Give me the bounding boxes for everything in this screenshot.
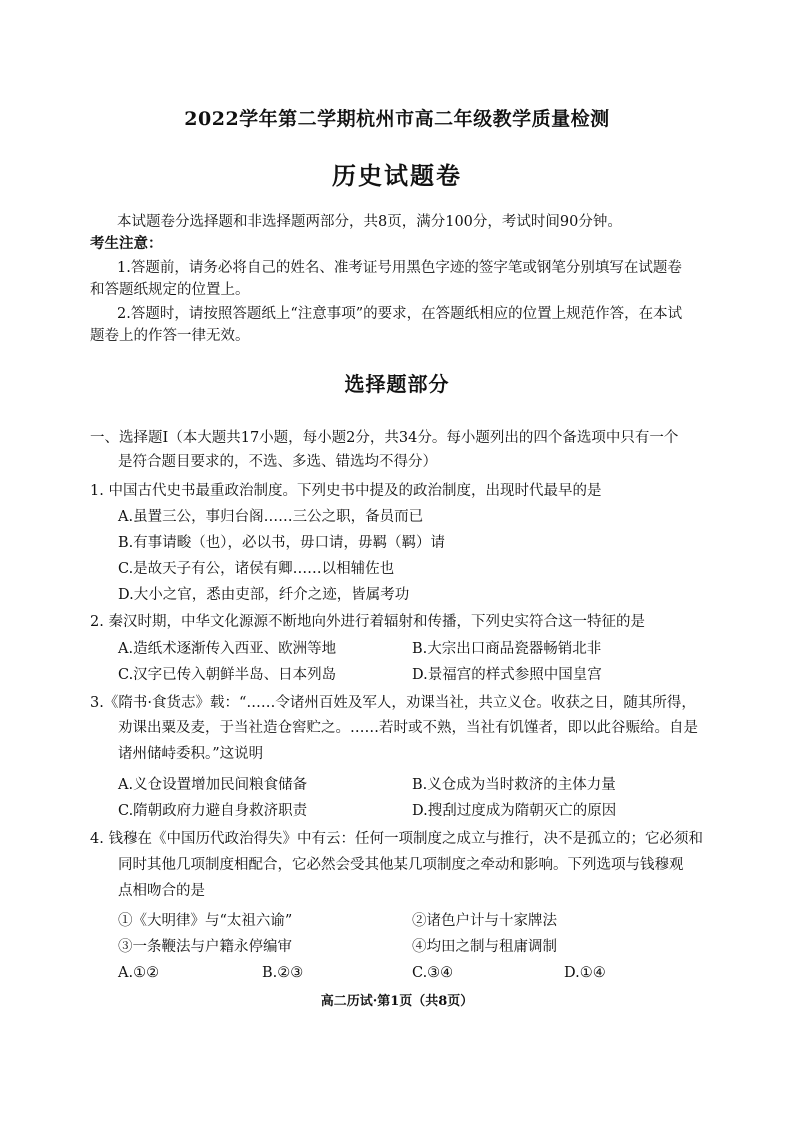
question-2-option-d: D.景福宫的样式参照中国皇宫 xyxy=(412,667,602,683)
question-1-option-a: A.虽置三公，事归台阁……三公之职，备员而已 xyxy=(118,509,424,525)
question-4-stem-line-2: 同时其他几项制度相配合，它必然会受其他某几项制度之牵动和影响。下列选项与钱穆观 xyxy=(118,857,684,873)
section-title: 选择题部分 xyxy=(344,372,450,396)
question-2-option-a: A.造纸术逐渐传入西亚、欧洲等地 xyxy=(118,641,337,657)
question-1-stem: 1. 中国古代史书最重政治制度。下列史书中提及的政治制度，出现时代最早的是 xyxy=(90,483,602,499)
question-4-option-b: B.②③ xyxy=(262,965,304,981)
question-3-option-d: D.搜刮过度成为隋朝灭亡的原因 xyxy=(412,803,617,819)
question-3-stem-line-2: 劝课出粟及麦，于当社造仓窖贮之。……若时或不熟，当社有饥馑者，即以此谷赈给。自是 xyxy=(118,720,698,736)
question-4-stem-line-3: 点相吻合的是 xyxy=(118,883,205,899)
question-1-option-c: C.是故天子有公，诸侯有卿……以相辅佐也 xyxy=(118,561,395,577)
exam-subject-title: 历史试题卷 xyxy=(332,161,462,190)
section-heading-line-2: 是符合题目要求的，不选、多选、错选均不得分） xyxy=(118,454,437,470)
section-heading-line-1: 一、选择题Ⅰ（本大题共17小题，每小题2分，共34分。每小题列出的四个备选项中只有一个 xyxy=(90,430,679,446)
question-4-item-2: ②诸色户计与十家牌法 xyxy=(412,913,557,929)
notice-2-line-1: 2.答题时，请按照答题纸上“注意事项”的要求，在答题纸相应的位置上规范作答，在本试 xyxy=(117,306,683,322)
exam-title: 2022学年第二学期杭州市高二年级教学质量检测 xyxy=(184,108,610,130)
question-4-option-c: C.③④ xyxy=(412,965,454,981)
notice-1-line-2: 和答题纸规定的位置上。 xyxy=(90,282,250,298)
notice-title: 考生注意： xyxy=(90,235,163,252)
question-3-stem-line-3: 诸州储峙委积。”这说明 xyxy=(118,746,264,762)
question-2-option-b: B.大宗出口商品瓷器畅销北非 xyxy=(412,641,602,657)
question-4-stem-line-1: 4. 钱穆在《中国历代政治得失》中有云：任何一项制度之成立与推行，决不是孤立的；它必须和 xyxy=(90,831,703,847)
question-3-option-a: A.义仓设置增加民间粮食储备 xyxy=(118,777,308,793)
question-3-stem-line-1: 3.《隋书·食货志》载：“……令诸州百姓及军人，劝课当社，共立义仓。收获之日，随其所得， xyxy=(90,695,696,711)
question-1-option-d: D.大小之官，悉由吏部，纤介之迹，皆属考功 xyxy=(118,587,410,603)
question-4-item-1: ①《大明律》与“太祖六谕” xyxy=(118,913,293,929)
question-2-option-c: C.汉字已传入朝鲜半岛、日本列岛 xyxy=(118,667,337,683)
notice-2-line-2: 题卷上的作答一律无效。 xyxy=(90,328,250,344)
question-1-option-b: B.有事请畯（也），必以书，毋口请，毋羁（羁）请 xyxy=(118,535,446,551)
notice-1-line-1: 1.答题前，请务必将自己的姓名、准考证号用黑色字迹的签字笔或钢笔分别填写在试题卷 xyxy=(117,260,682,276)
question-4-option-d: D.①④ xyxy=(564,965,606,981)
question-4-item-3: ③一条鞭法与户籍永停编审 xyxy=(118,939,292,955)
question-4-option-a: A.①② xyxy=(118,965,160,981)
question-3-option-c: C.隋朝政府力避自身救济职责 xyxy=(118,803,308,819)
question-2-stem: 2. 秦汉时期，中华文化源源不断地向外进行着辐射和传播，下列史实符合这一特征的是 xyxy=(90,614,645,630)
question-3-option-b: B.义仓成为当时救济的主体力量 xyxy=(412,777,616,793)
intro-text: 本试题卷分选择题和非选择题两部分，共8页，满分100分，考试时间90分钟。 xyxy=(117,214,622,230)
page-footer: 高二历试·第1页（共8页） xyxy=(320,994,474,1009)
question-4-item-4: ④均田之制与租庸调制 xyxy=(412,939,557,955)
